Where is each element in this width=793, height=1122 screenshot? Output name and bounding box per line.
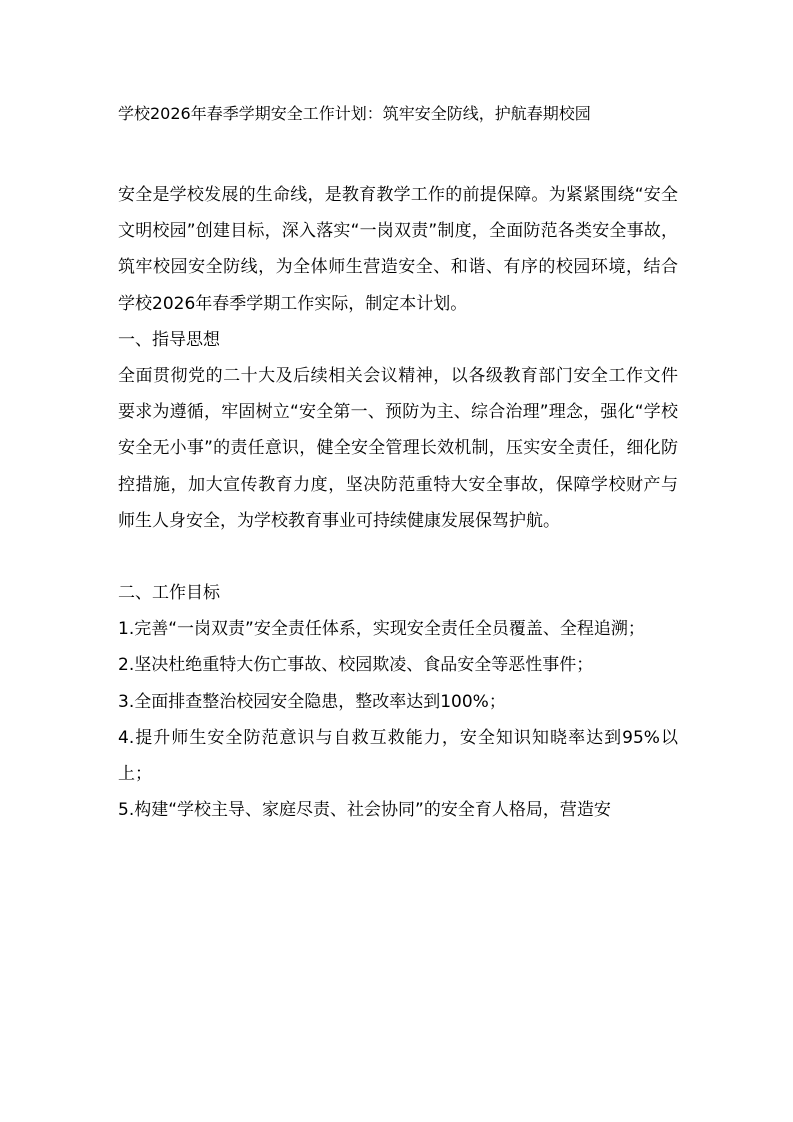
section-heading-guiding-ideology: 一、指导思想 [118, 329, 220, 350]
document-title: 学校2026年春季学期安全工作计划：筑牢安全防线，护航春期校园 [118, 104, 591, 123]
intro-paragraph: 安全是学校发展的生命线，是教育教学工作的前提保障。为紧紧围绕“安全文明校园”创建目标，深入落实“一岗双责”制度，全面防范各类安全事故，筑牢校园安全防线，为全体师生营造安全、和谐、有序的校园环境，结合学校2026年春季学期工作实际，制定本计划。 [118, 185, 678, 314]
document-body [118, 95, 678, 828]
goal-item-5: 5.构建“学校主导、家庭尽责、社会协同”的安全育人格局，营造安 [118, 800, 611, 821]
spacer [118, 133, 678, 177]
goal-item-2: 2.坚决杜绝重特大伤亡事故、校园欺凌、食品安全等恶性事件； [118, 655, 594, 676]
section-heading-work-goals: 二、工作目标 [118, 583, 220, 604]
goal-item-3: 3.全面排查整治校园安全隐患，整改率达到100%； [118, 691, 506, 712]
guiding-ideology-paragraph: 全面贯彻党的二十大及后续相关会议精神，以各级教育部门安全工作文件要求为遵循，牢固树立“安全第一、预防为主、综合治理”理念，强化“学校安全无小事”的责任意识，健全安全管理长效机制，压实安全责任，细化防控措施，加大宣传教育力度，坚决防范重特大安全事故，保障学校财产与师生人身安全，为学校教育事业可持续健康发展保驾护航。 [118, 366, 678, 531]
goal-item-1: 1.完善“一岗双责”安全责任体系，实现安全责任全员覆盖、全程追溯； [118, 619, 645, 640]
spacer [118, 539, 678, 575]
goal-item-4: 4.提升师生安全防范意识与自救互救能力，安全知识知晓率达到95%以上； [118, 727, 678, 785]
